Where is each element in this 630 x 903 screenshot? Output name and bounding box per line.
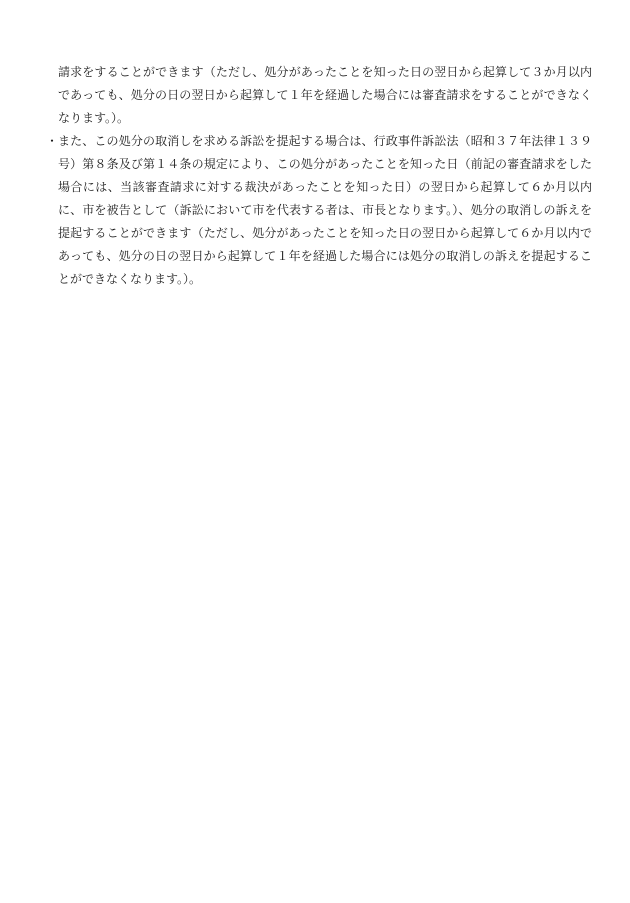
paragraph-lawsuit — [44, 130, 592, 291]
bullet-mark: ・ — [46, 134, 59, 148]
paragraph-text: 請求をすることができます（ただし、処分があったことを知った日の翌日から起算して３か月以内であっても、処分の日の翌日から起算して１年を経過した場合には審査請求をすることができなくなります。）。 — [58, 65, 592, 125]
paragraph-text: また、この処分の取消しを求める訴訟を提起する場合は、行政事件訴訟法（昭和３７年法律１３９号）第８条及び第１４条の規定により、この処分があったことを知った日（前記の審査請求をした場合には、当該審査請求に対する裁決があったことを知った日）の翌日から起算して６か月以内に、市を被告として（訴訟において市を代表する者は、市長となります。）、処分の取消しの訴えを提起することができます（ただし、処分があったことを知った日の翌日から起算して６か月以内であっても、処分の日の翌日から起算して１年を経過した場合には処分の取消しの訴えを提起することができなくなります。）。 — [58, 134, 592, 286]
body-text — [44, 61, 592, 291]
paragraph-continuation — [44, 61, 592, 130]
